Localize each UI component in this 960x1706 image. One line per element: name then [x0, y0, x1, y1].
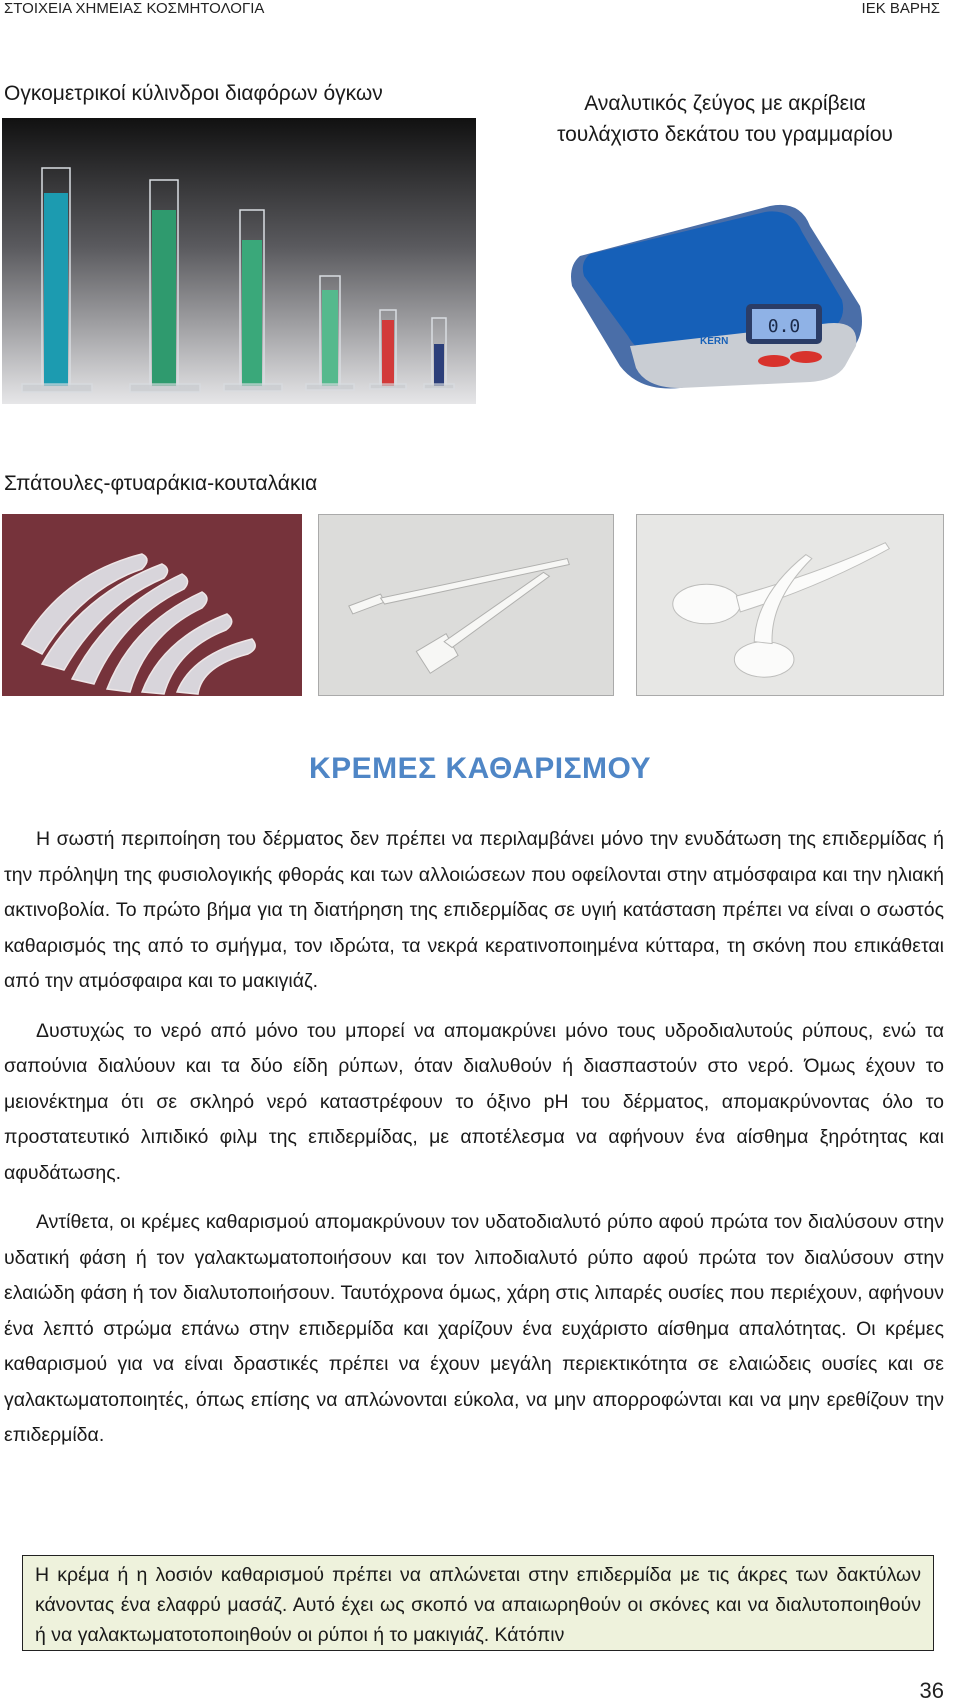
spatulas-spoon-photo	[636, 514, 944, 696]
balance-display: 0.0	[767, 316, 801, 337]
caption-balance-line1: Αναλυτικός ζεύγος με ακρίβεια	[584, 92, 866, 115]
page-number: 36	[919, 1678, 944, 1703]
spatulas-fan-photo	[2, 514, 302, 696]
running-header-left: ΣΤΟΙΧΕΙΑ ΧΗΜΕΙΑΣ ΚΟΣΜΗΤΟΛΟΓΙΑ	[4, 0, 265, 17]
paragraph-3: Αντίθετα, οι κρέμες καθαρισμού απομακρύνουν τον υδατοδιαλυτό ρύπο αφού πρώτα τον διαλύσουν στην υδατική φάση ή τον γαλακτωματοποιήσουν και τον λιποδιαλυτό ρύπο αφού πρώτα τον διαλύσουν στην ελαιώδη φάση ή τον διαλυτοποιήσουν. Ταυτόχρονα όμως, χάρη στις λιπαρές ουσίες που περιέχουν, αφήνουν ένα λεπτό στρώμα επάνω στην επιδερμίδα και χαρίζουν ένα ευχάριστο αίσθημα απαλότητας. Οι κρέμες καθαρισμού για να είναι δραστικές πρέπει να έχουν μεγάλη περιεκτικότητα σε ελαιώδεις ουσίες και σε γαλακτωματοποιητές, όπως επίσης να απλώνονται εύκολα, να μην απορροφώνται και να μην ερεθίζουν την επιδερμίδα.	[4, 1211, 944, 1446]
caption-cylinders: Ογκομετρικοί κύλινδροι διαφόρων όγκων	[4, 82, 383, 105]
caption-spatulas: Σπάτουλες-φτυαράκια-κουταλάκια	[4, 472, 318, 495]
caption-balance-line2: τουλάχιστο δεκάτου του γραμμαρίου	[557, 123, 893, 146]
highlighted-note: Η κρέμα ή η λοσιόν καθαρισμού πρέπει να απλώνεται στην επιδερμίδα με τις άκρες των δακτύλων κάνοντας ένα ελαφρύ μασάζ. Αυτό έχει ως σκοπό να απαιωρηθούν οι σκόνες και να διαλυτοποιηθούν ή να γαλακτωματοτοποιηθούν οι ρύποι ή το μακιγιάζ. Κάτόπιν	[22, 1555, 934, 1651]
section-title: ΚΡΕΜΕΣ ΚΑΘΑΡΙΣΜΟΥ	[308, 752, 652, 785]
body-text	[4, 822, 944, 1468]
balance-brand: KERN	[700, 336, 729, 347]
paragraph-2: Δυστυχώς το νερό από μόνο του μπορεί να απομακρύνει μόνο τους υδροδιαλυτούς ρύπους, ενώ τα σαπούνια διαλύουν και τα δύο είδη ρύπων, όταν διαλυθούν ή διασπαστούν στο νερό. Όμως έχουν το μειονέκτημα ότι σε σκληρό νερό καταστρέφουν το όξινο pH του δέρματος, απομακρύνοντας όλο το προστατευτικό λιπιδικό φιλμ της επιδερμίδας, με αποτέλεσμα να αφήνουν ένα αίσθημα ξηρότητας και αφυδάτωσης.	[4, 1019, 944, 1184]
balance-photo	[560, 196, 900, 396]
paragraph-1: Η σωστή περιποίηση του δέρματος δεν πρέπει να περιλαμβάνει μόνο την ενυδάτωση της επιδερμίδας ή την πρόληψη της φυσιολογικής φθοράς και των αλλοιώσεων που οφείλονται στην ατμόσφαιρα και την ηλιακή ακτινοβολία. Το πρώτο βήμα για τη διατήρηση της επιδερμίδας σε υγιή κατάσταση πρέπει να είναι ο σωστός καθαρισμός της από το σμήγμα, τον ιδρώτα, τα νεκρά κερατινοποιημένα κύτταρα, τη σκόνη που επικάθεται από την ατμόσφαιρα και το μακιγιάζ.	[4, 828, 944, 992]
caption-balance	[530, 88, 920, 150]
spatulas-flat-photo	[318, 514, 614, 696]
running-header-right: ΙΕΚ ΒΑΡΗΣ	[861, 0, 940, 17]
cylinders-photo	[2, 118, 476, 404]
